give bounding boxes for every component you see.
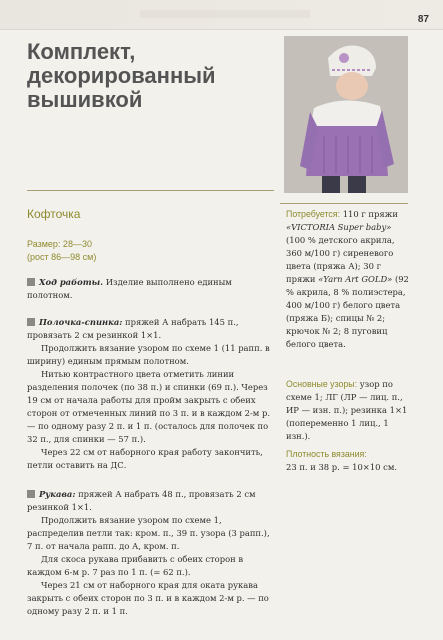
yarn-a-name: «VICTORIA Super baby»: [286, 222, 392, 232]
materials-text-3: (92 % акрила, 8 % полиэстера, 400 м/100 г) белого цвета (пряжа Б); спицы № 2; крючок № 2; 8 пуговиц белого цвета.: [286, 274, 409, 349]
sleeves-text: пряжей А набрать 48 п., провязать 2 см резинкой 1×1.: [27, 489, 256, 512]
front-back-p2: Продолжить вязание узором по схеме 1 (11 рапп. в ширину) единым прямым полотном.: [27, 343, 270, 366]
square-bullet-icon: [27, 490, 35, 498]
square-bullet-icon: [27, 278, 35, 286]
front-back-p4: Через 22 см от наборного края работу закончить, петли оставить на ДС.: [27, 447, 263, 470]
work-text: Изделие выполнено единым полотном.: [27, 277, 232, 300]
size-line: Размер: 28—30: [27, 239, 92, 249]
photo-illustration: [284, 36, 408, 193]
density-heading: Плотность вязания:: [286, 449, 367, 459]
materials-block: [286, 208, 410, 351]
sleeves-p3: Для скоса рукава прибавить с обеих сторон в каждом 6-м р. 7 раз по 1 п. (= 62 п.).: [27, 554, 244, 577]
height-line: (рост 86—98 см): [27, 252, 97, 262]
sleeves-lead: Рукава:: [39, 489, 76, 499]
patterns-block: [286, 378, 410, 443]
title-divider: [27, 190, 274, 191]
faint-header-text: [140, 10, 310, 18]
page-title: Комплект, декорированный вышивкой: [27, 39, 216, 112]
work-paragraph: [27, 276, 274, 302]
child-in-knitted-sweater-photo: [284, 36, 408, 193]
patterns-text: узор по схеме 1; ЛГ (ЛР — лиц. п., ИР — изн. п.); резинка 1×1 (попеременно 1 лиц., 1 изн.).: [286, 379, 408, 441]
section-title: Кофточка: [27, 207, 81, 221]
materials-text-1: 110 г пряжи: [340, 209, 398, 219]
sleeves-p2: Продолжить вязание узором по схеме 1, распределив петли так: кром. п., 39 п. узора (3 рапп.), 7 п. от начала рапп. до А, кром. п.: [27, 515, 270, 551]
front-back-p3: Нитью контрастного цвета отметить линии разделения полочек (по 38 п.) и спинки (69 п.). Через 19 см от начала работы для пройм закрыть с обеих сторон от отмеченных линий по 3 п. и в каждом 2-м р. — по одному разу 2 п. и 1 п. (осталось для полочек по 32 п., для спинки — 57 п.).: [27, 369, 270, 444]
density-text: 23 п. и 38 р. = 10×10 см.: [286, 462, 398, 472]
materials-heading: Потребуется:: [286, 209, 341, 219]
sidebar-divider: [280, 203, 408, 204]
patterns-heading: Основные узоры:: [286, 379, 358, 389]
sleeves-section: [27, 488, 274, 618]
yarn-b-name: «Yarn Art GOLD»: [318, 274, 393, 284]
materials-text-2: (100 % детского акрила, 360 м/100 г) сиреневого цвета (пряжа А); 30 г пряжи: [286, 235, 395, 284]
front-back-lead: Полочка-спинка:: [39, 317, 123, 327]
page-number: 87: [417, 14, 429, 25]
density-block: [286, 448, 410, 474]
front-back-text: пряжей А набрать 145 п., провязать 2 см резинкой 1×1.: [27, 317, 239, 340]
front-back-section: [27, 316, 274, 472]
square-bullet-icon: [27, 318, 35, 326]
sleeves-p4: Через 21 см от наборного края для оката рукава закрыть с обеих сторон по 3 п. и в каждом 2-м р. — по одному разу 2 п. и 1 п.: [27, 580, 269, 616]
size-info: [27, 238, 267, 264]
page-header-band: [0, 0, 443, 30]
work-lead: Ход работы.: [39, 277, 104, 287]
